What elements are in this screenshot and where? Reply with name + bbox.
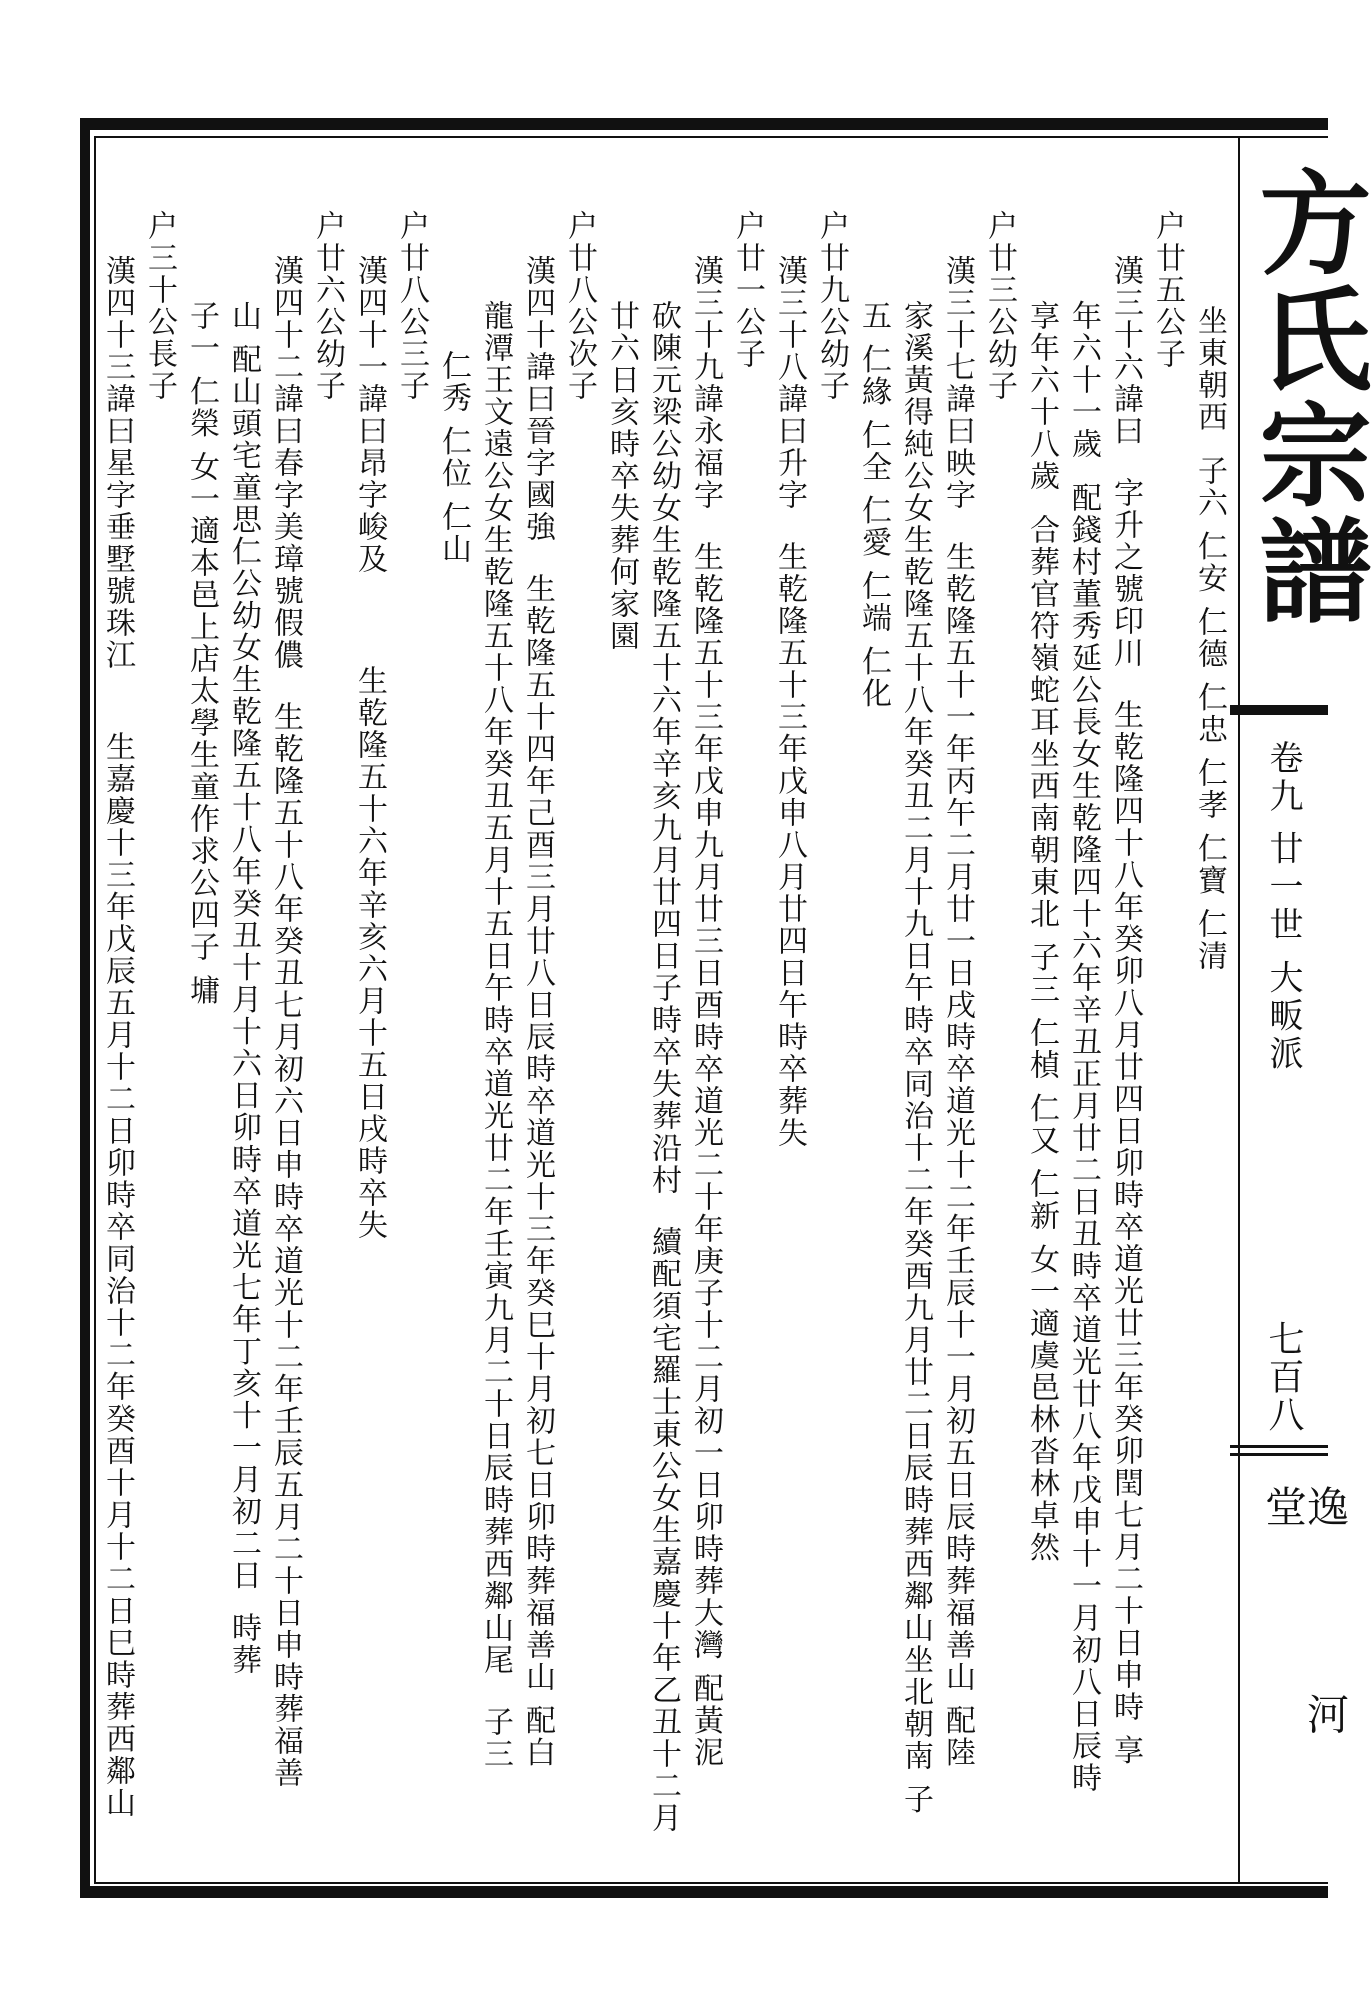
column-line: 漢四十二諱曰春字美璋號假儂生乾隆五十八年癸丑七月初六日申時卒道光十二年壬辰五月二十日申時葬福善 [268,255,303,1789]
title-divider [1230,705,1328,715]
column-line: 廿六日亥時卒失葬何家園 [604,300,639,652]
hall-name: 逸 河 堂 [1259,1485,1350,1811]
column-line: 户廿一公子 [730,210,765,370]
column-line: 年六十一歲配錢村董秀延公長女生乾隆四十六年辛丑正月廿二日丑時卒道光廿八年戊申十一月初八日辰時 [1066,300,1101,1794]
column-line: 龍潭王文遠公女生乾隆五十八年癸丑五月十五日午時卒道光廿二年壬寅九月二十日辰時葬西鄰山尾子三 [478,300,513,1770]
column-line: 漢三十七諱曰映字生乾隆五十一年丙午二月廿一日戌時卒道光十二年壬辰十一月初五日辰時葬福善山 配陸 [940,255,975,1769]
column-line: 砍陳元梁公幼女生乾隆五十六年辛亥九月廿四日子時卒失葬沿村續配須宅羅士東公女生嘉慶十年乙丑十二月 [646,300,681,1834]
column-line: 户廿五公子 [1150,210,1185,370]
column-line: 坐東朝西子六 仁安 仁德 仁忠 仁孝 仁寶 仁清 [1192,305,1227,973]
column-line: 户廿三公幼子 [982,210,1017,402]
column-line: 享年六十八歲合葬官符嶺蛇耳坐西南朝東北 子三 仁楨 仁又 仁新 女一適虞邑林沓林卓然 [1024,300,1059,1564]
column-line: 漢四十三諱曰星字垂墅號珠江生嘉慶十三年戊辰五月十二日卯時卒同治十二年癸酉十月十二日巳時葬西鄰山 [100,255,135,1819]
column-line: 仁秀 仁位 仁山 [436,350,471,566]
page-number: 七百八 [1263,1320,1304,1434]
column-line: 漢三十九諱永福字生乾隆五十三年戊申九月廿三日酉時卒道光二十年庚子十二月初一日卯時葬大灣 配黃泥 [688,255,723,1769]
hall-divider-2 [1230,1453,1328,1456]
column-line: 漢四十諱曰晉字國強生乾隆五十四年己酉三月廿八日辰時卒道光十三年癸巳十月初七日卯時葬福善山 配白 [520,255,555,1769]
margin-rule [1238,136,1240,1884]
column-line: 户三十公長子 [142,210,177,402]
column-line: 五 仁緣 仁全 仁愛 仁端 仁化 [856,300,891,710]
book-title: 方氏宗譜 [1241,165,1372,629]
column-line: 家溪黃得純公女生乾隆五十八年癸丑二月十九日午時卒同治十二年癸酉九月廿二日辰時葬西鄰山坐北朝南 子 [898,300,933,1816]
column-line: 山 配山頭宅童思仁公幼女生乾隆五十八年癸丑十月十六日卯時卒道光七年丁亥十一月初二日時葬 [226,300,261,1676]
volume-label: 卷九 廿一世 大畈派 [1263,740,1303,1074]
column-line: 户廿八公三子 [394,210,429,402]
column-line: 户廿八公次子 [562,210,597,402]
hall-divider-1 [1230,1445,1328,1448]
column-line: 漢四十一諱曰昂字峻及生乾隆五十六年辛亥六月十五日戌時卒失 [352,255,387,1241]
column-line: 户廿六公幼子 [310,210,345,402]
column-line: 漢三十八諱曰升字生乾隆五十三年戊申八月廿四日午時卒葬失 [772,255,807,1149]
column-line: 漢三十六諱曰字升之號印川生乾隆四十八年癸卯八月廿四日卯時卒道光廿三年癸卯閏七月二十日申時 享 [1108,255,1143,1767]
column-line: 户廿九公幼子 [814,210,849,402]
column-line: 子一 仁榮 女一適本邑上店太學生童作求公四子 墉 [184,300,219,1007]
